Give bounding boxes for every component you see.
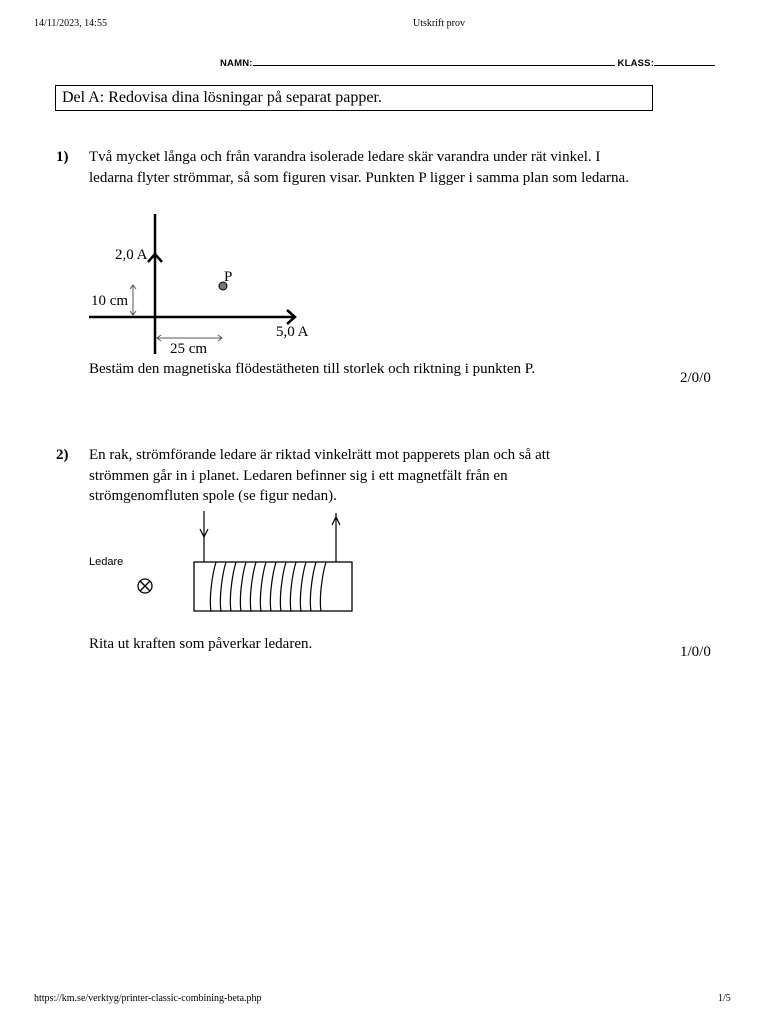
point-p-label: P: [224, 269, 233, 285]
question-2-number: 2): [56, 447, 69, 463]
class-label: KLASS:: [617, 58, 655, 69]
name-label: NAMN:: [220, 58, 253, 69]
question-1-task: Bestäm den magnetiska flödestätheten till storlek och riktning i punkten P.: [89, 361, 536, 377]
student-info-row: [220, 57, 715, 69]
conductor-label: Ledare: [89, 556, 124, 568]
page-number: 1/5: [718, 993, 731, 1004]
footer-url[interactable]: https://km.se/verktyg/printer-classic-combining-beta.php: [34, 993, 262, 1004]
vertical-distance-label: 10 cm: [91, 293, 129, 309]
question-1-text: Två mycket långa och från varandra isolerade ledare skär varandra under rät vinkel. I ledarna flyter strömmar, så som figuren visar. Punkten P ligger i samma plan som ledarna.: [89, 149, 629, 186]
conductor-into-page-icon: [138, 579, 152, 593]
horizontal-distance-label: 25 cm: [170, 341, 208, 357]
vertical-current-label: 2,0 A: [115, 247, 148, 263]
horizontal-current-label: 5,0 A: [276, 324, 309, 340]
question-2-figure: [85, 505, 370, 620]
question-1-number: 1): [56, 149, 69, 165]
question-1-points: 2/0/0: [680, 370, 711, 386]
question-2-points: 1/0/0: [680, 644, 711, 660]
name-field[interactable]: [253, 57, 615, 66]
question-1-figure: [85, 210, 335, 360]
print-datetime: 14/11/2023, 14:55: [34, 18, 107, 29]
class-field[interactable]: [654, 57, 715, 66]
question-2-task: Rita ut kraften som påverkar ledaren.: [89, 636, 313, 652]
section-instruction-box: Del A: Redovisa dina lösningar på separat papper.: [55, 85, 653, 111]
solenoid-windings: [210, 562, 326, 611]
document-title: Utskrift prov: [413, 18, 465, 29]
solenoid-core: [194, 562, 352, 611]
question-2-text: En rak, strömförande ledare är riktad vinkelrätt mot papperets plan och så att strömmen går in i planet. Ledaren befinner sig i ett magnetfält från en strömgenomfluten spole (se figur nedan).: [89, 447, 551, 504]
